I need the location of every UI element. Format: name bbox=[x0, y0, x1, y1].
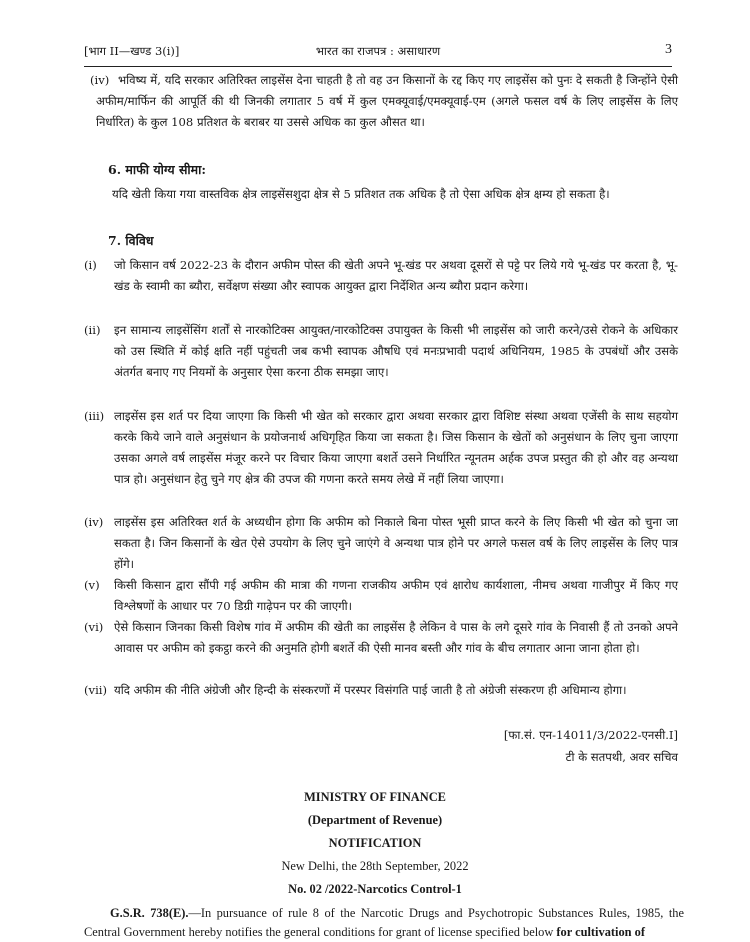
misc-item-vii bbox=[84, 680, 678, 701]
misc-item-iv bbox=[84, 512, 678, 575]
section-7-heading: 7. विविध bbox=[108, 233, 154, 248]
ministry-title: MINISTRY OF FINANCE bbox=[304, 790, 446, 804]
item-text: जो किसान वर्ष 2022-23 के दौरान अफीम पोस्त की खेती अपने भू-खंड पर अथवा दूसरों से पट्टे पर लिये गये भू-खंड पर करता है, भू-खंड के स्वामी का ब्यौरा, सर्वेक्षण संख्या और स्वापक आयुक्त द्वारा निर्देशित अन्य ब्यौरा प्रदान करेगा। bbox=[114, 258, 678, 293]
section-6-heading: 6. माफी योग्य सीमा: bbox=[108, 162, 206, 177]
page-header bbox=[84, 44, 672, 64]
section-6-text: यदि खेती किया गया वास्तविक क्षेत्र लाइसेंसशुदा क्षेत्र से 5 प्रतिशत तक अधिक है तो ऐसा अधिक क्षेत्र क्षम्य हो सकता है। bbox=[112, 187, 610, 201]
gsr-number: G.S.R. 738(E). bbox=[110, 906, 189, 920]
gsr-bold-text: for cultivation of bbox=[556, 925, 645, 939]
header-part-section: [भाग II—खण्ड 3(i)] bbox=[84, 44, 180, 58]
item-text: किसी किसान द्वारा सौंपी गई अफीम की मात्रा की गणना राजकीय अफीम एवं क्षारोध कार्यशाला, नीमच अथवा गाजीपुर में किए गए विश्लेषणों के आधार पर 70 डिग्री गाढ़ेपन पर की जाएगी। bbox=[114, 578, 678, 613]
notification-title: NOTIFICATION bbox=[328, 836, 422, 850]
item-text: ऐसे किसान जिनका किसी विशेष गांव में अफीम की खेती का लाइसेंस है लेकिन वे पास के लगे दूसरे गांव के निवासी हैं तो उनको अपने आवास पर अफीम को इकट्ठा करने की अनुमति होगी बशर्ते की ऐसी मानव बस्ती और गांव के बीच लगातार आना जाना होता हो। bbox=[114, 620, 678, 655]
item-text: यदि अफीम की नीति अंग्रेजी और हिन्दी के संस्करणों में परस्पर विसंगति पाई जाती है तो अंग्रेजी संस्करण ही अधिमान्य होगा। bbox=[114, 683, 627, 697]
misc-item-ii bbox=[84, 320, 678, 383]
misc-item-vi bbox=[84, 617, 678, 659]
signatory: टी के सतपथी, अवर सचिव bbox=[565, 750, 678, 764]
item-number: (iv) bbox=[84, 515, 104, 529]
clause-text: भविष्य में, यदि सरकार अतिरिक्त लाइसेंस देना चाहती है तो वह उन किसानों के रद्द किए गए लाइसेंस को पुनः दे सकती है जिन्होंने ऐसी अफीम/मार्फिन की आपूर्ति की थी जिनकी लगातार 5 वर्ष में कुल एमक्यूवाई/एमक्यूवाई-एम (अगले फसल वर्ष के लिए लाइसेंस के लिए निर्धारित) के कुल 108 प्रतिशत के बराबर या उससे अधिक का कुल औसत था। bbox=[96, 73, 678, 129]
notification-number: No. 02 /2022-Narcotics Control-1 bbox=[288, 882, 462, 896]
item-number: (vi) bbox=[84, 620, 104, 634]
clause-iv-top bbox=[90, 70, 678, 133]
misc-item-v bbox=[84, 575, 678, 617]
item-text: इन सामान्य लाइसेंसिंग शर्तों से नारकोटिक्स आयुक्त/नारकोटिक्स उपायुक्त के किसी भी लाइसेंस को जारी करने/उसे रोकने के अधिकार को उस स्थिति में कोई क्षति नहीं पहुंचती जब कभी स्वापक औषधि एवं मनःप्रभावी पदार्थ अधिनियम, 1985 के उपबंधों और उसके अंतर्गत बनाए गए नियमों के अनुसार ऐसा करना ठीक समझा जाए। bbox=[114, 323, 678, 379]
item-text: लाइसेंस इस अतिरिक्त शर्त के अध्यधीन होगा कि अफीम को निकाले बिना पोस्त भूसी प्राप्त करने के लिए किसी भी खेत को चुना जा सकता है। जिन किसानों के खेत ऐसे उपयोग के लिए चुने जाएंगे वे अन्यथा पात्र होने पर अगले फसल वर्ष के लिए लाइसेंस के लिए पात्र होंगे। bbox=[114, 515, 678, 571]
file-reference: [फा.सं. एन-14011/3/2022-एनसी.I] bbox=[503, 728, 678, 742]
header-rule bbox=[84, 66, 672, 67]
department-title: (Department of Revenue) bbox=[307, 813, 443, 827]
clause-number: (iv) bbox=[90, 73, 110, 87]
misc-item-iii bbox=[84, 406, 678, 490]
gsr-body bbox=[84, 904, 684, 942]
misc-item-i bbox=[84, 255, 678, 297]
item-number: (i) bbox=[84, 258, 97, 272]
item-number: (ii) bbox=[84, 323, 101, 337]
gsr-text: —In pursuance of rule 8 of the Narcotic Drugs and Psychotropic Substances Rules, 1985, the Central Government hereby notifies the general conditions for grant of license specified below bbox=[84, 906, 684, 939]
item-number: (vii) bbox=[84, 683, 108, 697]
header-gazette-title: भारत का राजपत्र : असाधारण bbox=[315, 44, 441, 58]
item-text: लाइसेंस इस शर्त पर दिया जाएगा कि किसी भी खेत को सरकार द्वारा अथवा सरकार द्वारा विशिष्ट संस्था अथवा एजेंसी के साथ सहयोग करके किये जाने वाले अनुसंधान के प्रयोजनार्थ अधिगृहित किया जा सकता है। जिस किसान के खेतों को अनुसंधान के लिए चुना जाएगा उसका अगले वर्ष लाइसेंस मंजूर करने पर विचार किया जाएगा बशर्ते उसने निर्धारित न्यूनतम अर्हक उपज प्रस्तुत की हो और वह अन्यथा पात्र हो। अनुसंधान हेतु चुने गए क्षेत्र की उपज की गणना करते समय लेखे में नहीं लिया जाएगा। bbox=[114, 409, 678, 486]
item-number: (iii) bbox=[84, 409, 105, 423]
item-number: (v) bbox=[84, 578, 100, 592]
place-date: New Delhi, the 28th September, 2022 bbox=[281, 859, 469, 873]
page-number: 3 bbox=[665, 42, 672, 57]
